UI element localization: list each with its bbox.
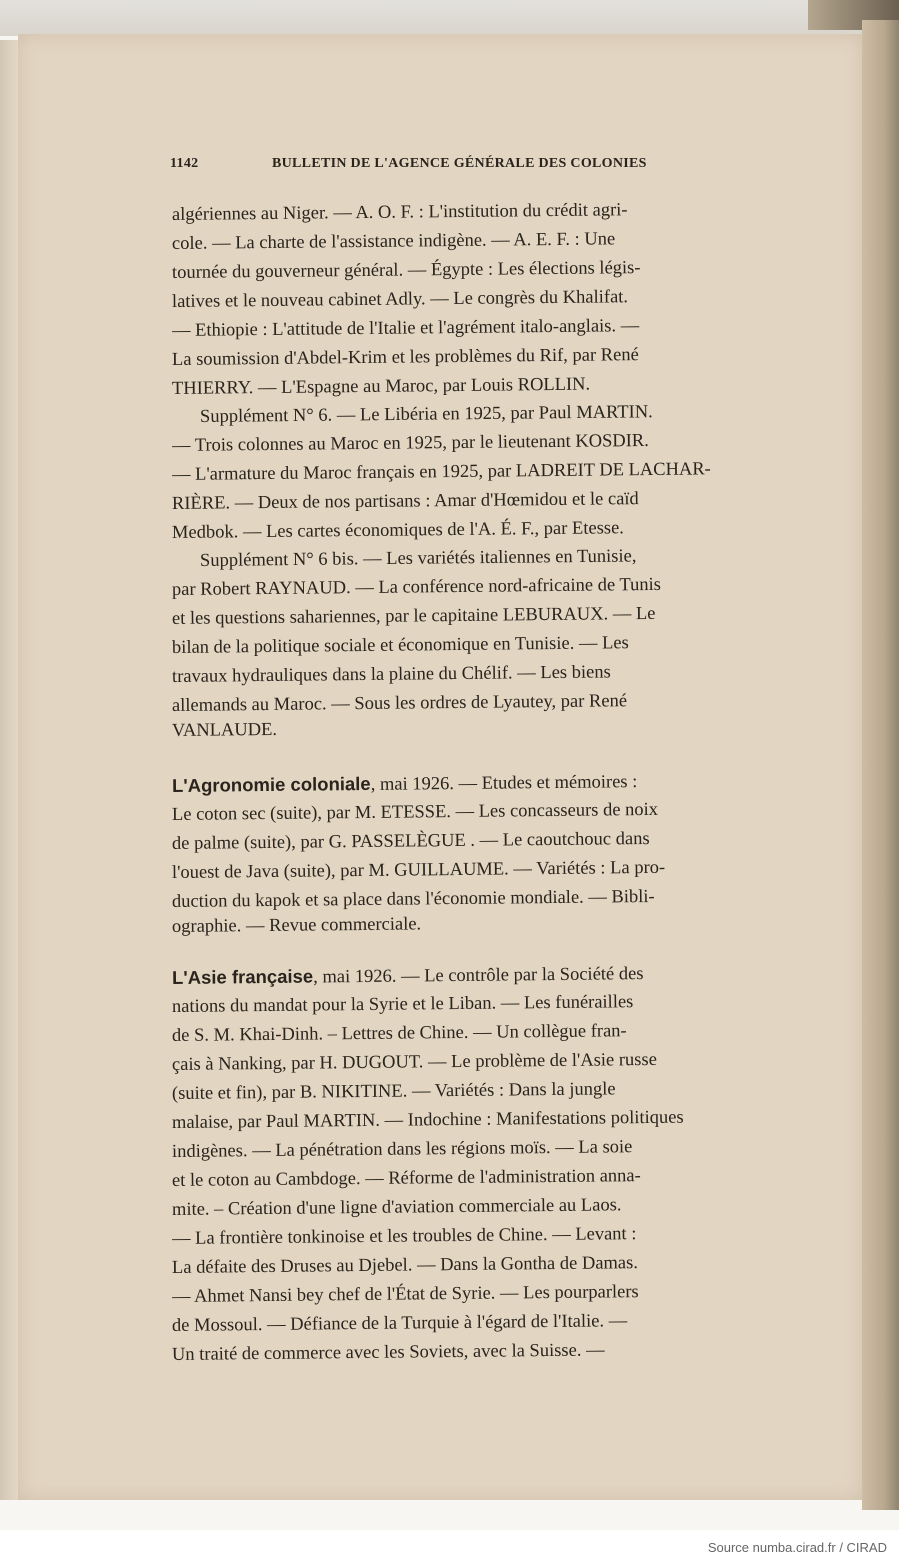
text-line: RIÈRE. — Deux de nos partisans : Amar d'Hœmidou et le caïd <box>171 489 639 514</box>
text-line: ographie. — Revue commerciale. <box>171 914 422 937</box>
text-line: de palme (suite), par G. PASSELÈGUE . — Le caoutchouc dans <box>171 828 650 854</box>
text-line: Le coton sec (suite), par M. ETESSE. — Les concasseurs de noix <box>171 799 659 825</box>
source-credit: Source numba.cirad.fr / CIRAD <box>707 1540 887 1555</box>
text-line: (suite et fin), par B. NIKITINE. — Variétés : Dans la jungle <box>171 1079 616 1104</box>
text-line: La défaite des Druses au Djebel. — Dans la Gontha de Damas. <box>171 1253 639 1278</box>
text-line: indigènes. — La pénétration dans les régions moïs. — La soie <box>171 1137 633 1162</box>
page-left-margin <box>0 40 20 1500</box>
text-line: — La frontière tonkinoise et les troubles de Chine. — Levant : <box>171 1224 637 1249</box>
text-line: Un traité de commerce avec les Soviets, avec la Suisse. — <box>171 1340 605 1365</box>
text-line: et les questions sahariennes, par le capitaine LEBURAUX. — Le <box>171 603 656 629</box>
section-text: , mai 1926. — Etudes et mémoires : <box>370 772 638 795</box>
text-line: malaise, par Paul MARTIN. — Indochine : Manifestations politiques <box>171 1107 684 1133</box>
text-line: algériennes au Niger. — A. O. F. : L'institution du crédit agri- <box>171 200 628 225</box>
scan-background-top <box>0 0 899 36</box>
text-line: par Robert RAYNAUD. — La conférence nord-africaine de Tunis <box>171 574 662 600</box>
section-title-asie: L'Asie française <box>171 965 314 988</box>
text-line: de Mossoul. — Défiance de la Turquie à l'égard de l'Italie. — <box>171 1311 628 1336</box>
text-line: nations du mandat pour la Syrie et le Liban. — Les funérailles <box>171 992 634 1017</box>
section-title-agronomie: L'Agronomie coloniale <box>171 772 371 796</box>
text-line: Medbok. — Les cartes économiques de l'A. É. F., par Etesse. <box>171 518 624 543</box>
text-line: La soumission d'Abdel-Krim et les problèmes du Rif, par René <box>171 345 639 370</box>
text-line: Supplément N° 6. — Le Libéria en 1925, par Paul MARTIN. <box>199 402 653 427</box>
text-line: çais à Nanking, par H. DUGOUT. — Le problème de l'Asie russe <box>171 1049 657 1075</box>
text-line: Supplément N° 6 bis. — Les variétés italiennes en Tunisie, <box>199 546 637 571</box>
text-line: — Ethiopie : L'attitude de l'Italie et l'agrément italo-anglais. — <box>171 316 640 341</box>
page-number: 1142 <box>170 156 199 171</box>
text-line: et le coton au Cambdoge. — Réforme de l'administration anna- <box>171 1166 641 1191</box>
text-line: l'ouest de Java (suite), par M. GUILLAUME. — Variétés : La pro- <box>171 857 666 883</box>
text-line: THIERRY. — L'Espagne au Maroc, par Louis ROLLIN. <box>171 374 591 399</box>
text-line: bilan de la politique sociale et économique en Tunisie. — Les <box>171 633 629 658</box>
text-line: cole. — La charte de l'assistance indigène. — A. E. F. : Une <box>171 229 616 254</box>
header-title: BULLETIN DE L'AGENCE GÉNÉRALE DES COLONIES <box>272 156 647 171</box>
page-fore-edge <box>862 20 899 1510</box>
text-line: — Trois colonnes au Maroc en 1925, par le lieutenant KOSDIR. <box>171 431 649 456</box>
text-line: travaux hydrauliques dans la plaine du Chélif. — Les biens <box>171 662 611 687</box>
text-line: VANLAUDE. <box>171 719 278 741</box>
text-line: — Ahmet Nansi bey chef de l'État de Syrie. — Les pourparlers <box>171 1282 639 1307</box>
text-line: latives et le nouveau cabinet Adly. — Le congrès du Khalifat. <box>171 287 629 312</box>
text-line: de S. M. Khai-Dinh. – Lettres de Chine. — Un collègue fran- <box>171 1021 627 1046</box>
section-text: , mai 1926. — Le contrôle par la Société des <box>313 964 644 988</box>
text-line: mite. – Création d'une ligne d'aviation commerciale au Laos. <box>171 1195 622 1220</box>
text-line: allemands au Maroc. — Sous les ordres de Lyautey, par René <box>171 691 628 716</box>
text-line: duction du kapok et sa place dans l'économie mondiale. — Bibli- <box>171 886 655 912</box>
running-head <box>170 156 850 176</box>
text-line: — L'armature du Maroc français en 1925, par LADREIT DE LACHAR- <box>171 459 711 485</box>
text-line: tournée du gouverneur général. — Égypte : Les élections légis- <box>171 258 641 283</box>
